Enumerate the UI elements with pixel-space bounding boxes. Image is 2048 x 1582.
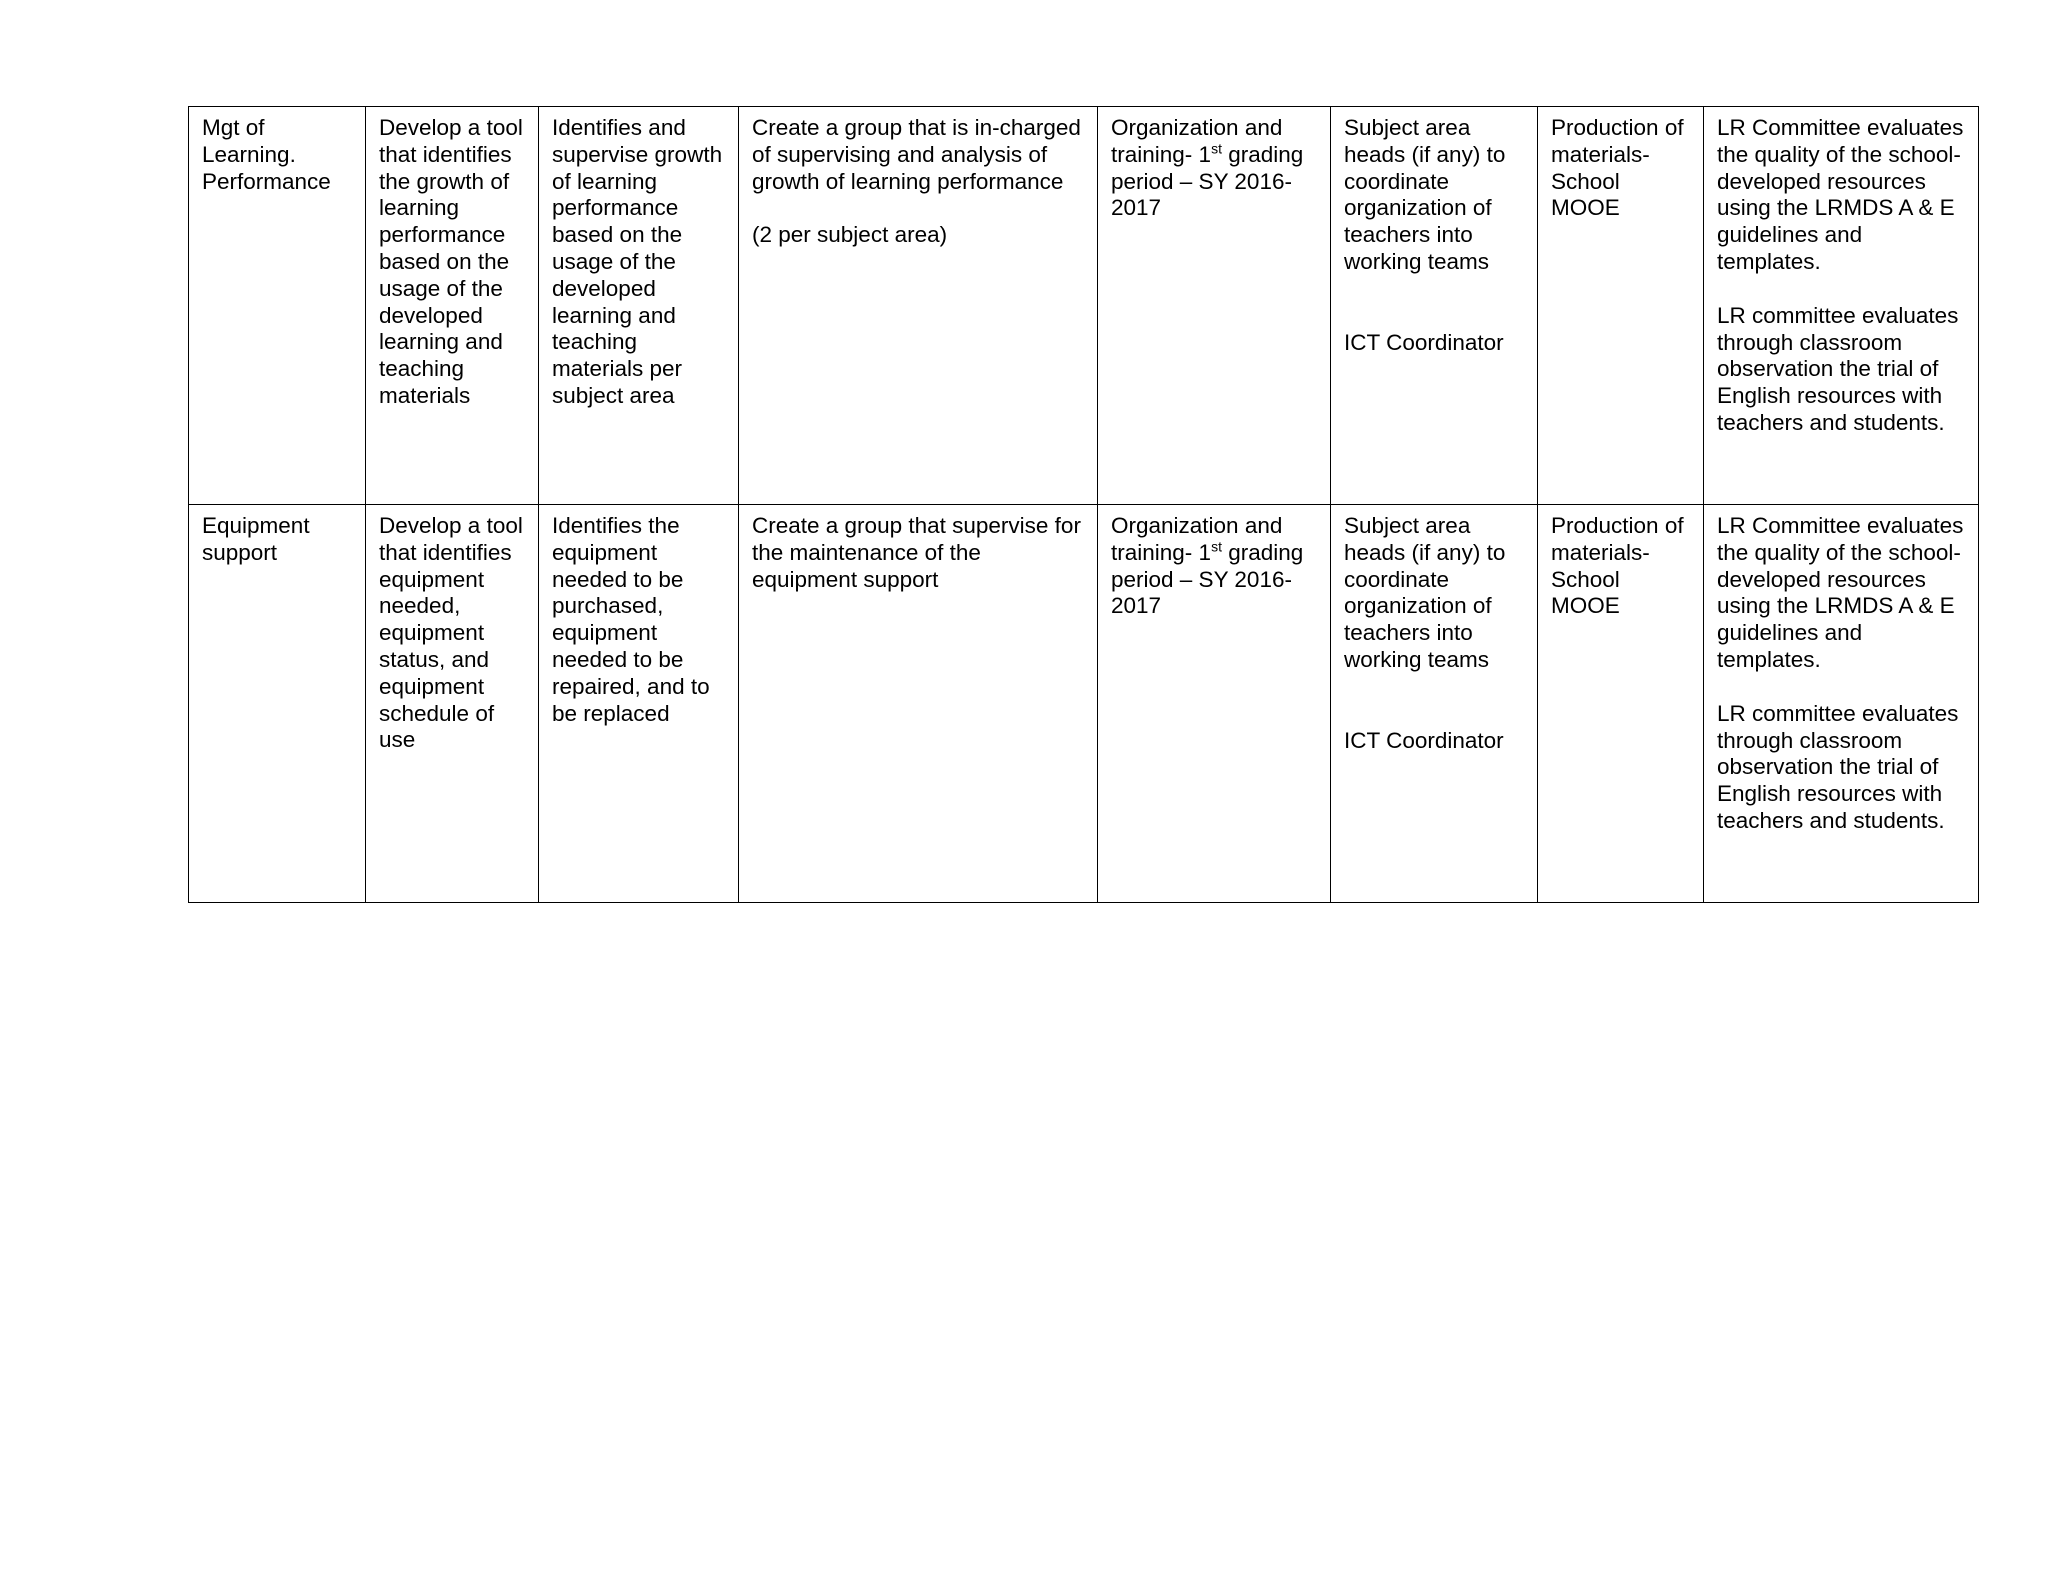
area-line: support (202, 539, 278, 565)
resources-text: Production of materials- School MOOE (1551, 115, 1684, 221)
persons-extra: ICT Coordinator (1344, 727, 1504, 753)
timeframe-cell (1098, 107, 1331, 505)
objective-cell (366, 505, 539, 903)
timeframe-cell (1098, 505, 1331, 903)
strategy-cell (739, 505, 1098, 903)
strategy-note: (2 per subject area) (752, 222, 948, 248)
resources-cell (1538, 505, 1704, 903)
plan-table (188, 106, 1979, 903)
strategy-cell (739, 107, 1098, 505)
evaluation-cell (1704, 107, 1979, 505)
area-line: Mgt of (202, 115, 265, 140)
area-line: Performance (202, 168, 331, 194)
persons-extra: ICT Coordinator (1344, 329, 1504, 355)
area-line: Learning. (202, 141, 296, 167)
area-line: Equipment (202, 513, 310, 538)
evaluation-text: LR committee evaluates through classroom observation the trial of English resources with teachers and students. (1717, 700, 1959, 833)
output-cell (539, 107, 739, 505)
timeframe-pre: Organization and training- 1 (1111, 513, 1283, 565)
output-text: Identifies the equipment needed to be purchased, equipment needed to be repaired, and to be replaced (552, 513, 710, 726)
timeframe-sup: st (1211, 140, 1222, 157)
area-cell (189, 505, 366, 903)
objective-text: Develop a tool that identifies equipment needed, equipment status, and equipment schedule of use (379, 513, 523, 753)
strategy-text: Create a group that supervise for the maintenance of the equipment support (752, 513, 1081, 592)
resources-cell (1538, 107, 1704, 505)
objective-cell (366, 107, 539, 505)
output-cell (539, 505, 739, 903)
objective-text: Develop a tool that identifies the growth of learning performance based on the usage of the developed learning and teaching materials (379, 115, 523, 408)
evaluation-text: LR committee evaluates through classroom observation the trial of English resources with teachers and students. (1717, 302, 1959, 435)
evaluation-cell (1704, 505, 1979, 903)
persons-cell (1331, 505, 1538, 903)
table-row (189, 505, 1979, 903)
persons-text: Subject area heads (if any) to coordinate organization of teachers into working teams (1344, 115, 1506, 274)
evaluation-text: LR Committee evaluates the quality of the school-developed resources using the LRMDS A & E guidelines and templates. (1717, 115, 1964, 274)
persons-cell (1331, 107, 1538, 505)
timeframe-post: grading period – SY 2016-2017 (1111, 539, 1304, 619)
persons-text: Subject area heads (if any) to coordinate organization of teachers into working teams (1344, 513, 1506, 672)
evaluation-text: LR Committee evaluates the quality of the school-developed resources using the LRMDS A & E guidelines and templates. (1717, 513, 1964, 672)
area-cell (189, 107, 366, 505)
timeframe-pre: Organization and training- 1 (1111, 115, 1283, 167)
resources-text: Production of materials- School MOOE (1551, 513, 1684, 619)
timeframe-sup: st (1211, 538, 1222, 555)
table-row (189, 107, 1979, 505)
strategy-text: Create a group that is in-charged of supervising and analysis of growth of learning performance (752, 115, 1081, 194)
timeframe-post: grading period – SY 2016-2017 (1111, 141, 1304, 221)
output-text: Identifies and supervise growth of learning performance based on the usage of the developed learning and teaching materials per subject area (552, 115, 723, 408)
